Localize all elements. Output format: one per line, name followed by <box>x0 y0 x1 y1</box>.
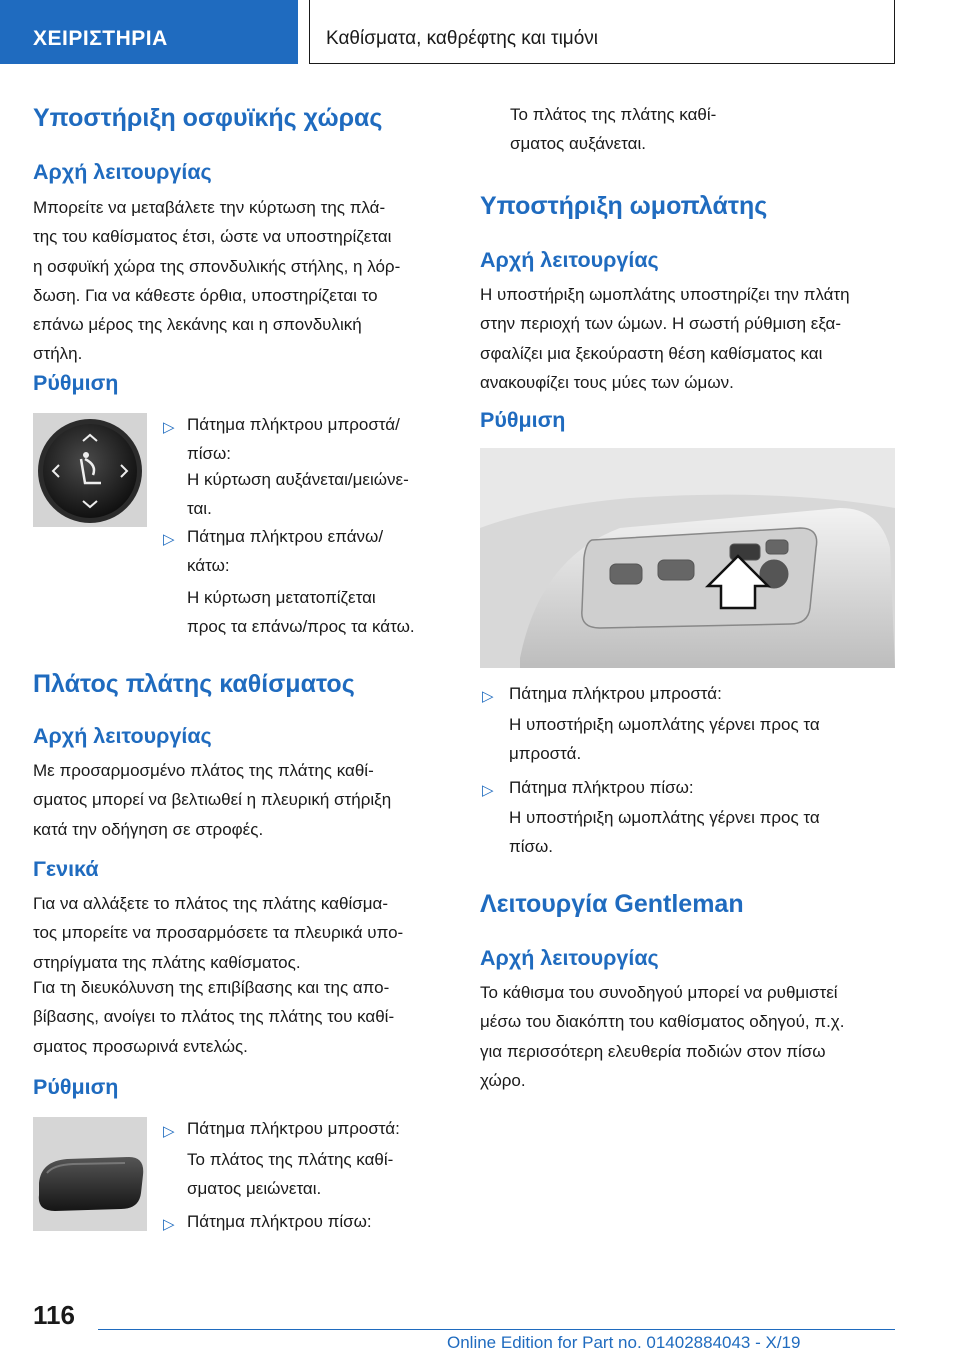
footer-edition: Online Edition for Part no. 01402884043 - X/19 <box>447 1333 801 1352</box>
lumbar-step2-action: Πάτημα πλήκτρου επάνω/ κάτω: <box>187 527 384 576</box>
shoulder-step2-action: Πάτημα πλήκτρου πίσω: <box>509 778 694 797</box>
backrest-principle-text: Με προσαρμοσμένο πλάτος της πλάτης καθί‐ σματος μπορεί να βελτιωθεί η πλευρική στήριξη κατά την οδήγηση σε στροφές. <box>33 761 392 839</box>
header-section-tab <box>0 0 298 64</box>
shoulder-title: Υποστήριξη ωμοπλάτης <box>480 192 768 220</box>
footer-divider <box>98 1329 895 1330</box>
gentleman-principle-heading: Αρχή λειτουργίας <box>480 946 659 970</box>
shoulder-principle-heading: Αρχή λειτουργίας <box>480 248 659 272</box>
shoulder-step2-result: Η υποστήριξη ωμοπλάτης γέρνει προς τα πίσω. <box>509 808 820 857</box>
lumbar-title: Υποστήριξη οσφυϊκής χώρας <box>33 104 383 132</box>
backrest-width-title: Πλάτος πλάτης καθίσματος <box>33 670 355 698</box>
backrest-adjust-heading: Ρύθμιση <box>33 1075 119 1099</box>
backrest-step2-action: Πάτημα πλήκτρου πίσω: <box>187 1212 372 1231</box>
bullet-icon: ▷ <box>163 419 175 436</box>
lumbar-switch-image <box>33 413 147 527</box>
lumbar-step1-action: Πάτημα πλήκτρου μπροστά/ πίσω: <box>187 415 400 464</box>
lumbar-adjust-heading: Ρύθμιση <box>33 371 119 395</box>
shoulder-principle-text: Η υποστήριξη ωμοπλάτης υποστηρίζει την πλάτη στην περιοχή των ώμων. Η σωστή ρύθμιση εξα‐ σφαλίζει μια ξεκούραστη θέση καθίσματος και ανακουφίζει τους μύες των ώμων. <box>480 285 850 392</box>
bullet-icon: ▷ <box>163 1216 175 1233</box>
backrest-general-heading: Γενικά <box>33 857 99 881</box>
lumbar-principle-text: Μπορείτε να μεταβάλετε την κύρτωση της πλά‐ της του καθίσματος έτσι, ώστε να υποστηρίζεται η οσφυϊκή χώρα της σπονδυλικής στήλης, η λόρ‐ δωση. Για να κάθεστε όρθια, υποστηρίζεται το επάνω μέρος της λεκάνης και η σπονδυλική στήλη. <box>33 198 401 364</box>
shoulder-step1-result: Η υποστήριξη ωμοπλάτης γέρνει προς τα μπροστά. <box>509 715 820 764</box>
bullet-icon: ▷ <box>482 782 494 799</box>
backrest-switch-image <box>33 1117 147 1231</box>
page-number: 116 <box>33 1300 75 1330</box>
bullet-icon: ▷ <box>482 688 494 705</box>
shoulder-adjust-heading: Ρύθμιση <box>480 408 566 432</box>
header-chapter-label: Καθίσματα, καθρέφτης και τιμόνι <box>326 28 599 49</box>
shoulder-step1-action: Πάτημα πλήκτρου μπροστά: <box>509 684 722 703</box>
lumbar-step1-result: Η κύρτωση αυξάνεται/μειώνε‐ ται. <box>187 470 409 519</box>
bullet-icon: ▷ <box>163 1123 175 1140</box>
backrest-step2-result: Το πλάτος της πλάτης καθί‐ σματος αυξάνεται. <box>510 105 717 154</box>
gentleman-title: Λειτουργία Gentleman <box>480 890 744 918</box>
backrest-principle-heading: Αρχή λειτουργίας <box>33 724 212 748</box>
shoulder-switch-image <box>480 448 895 668</box>
gentleman-principle-text: Το κάθισμα του συνοδηγού μπορεί να ρυθμιστεί μέσω του διακόπτη του καθίσματος οδηγού, π.χ. για περισσότερη ελευθερία ποδιών στον πίσω χώρο. <box>480 983 845 1090</box>
backrest-step1-result: Το πλάτος της πλάτης καθί‐ σματος μειώνεται. <box>187 1150 394 1199</box>
backrest-step1-action: Πάτημα πλήκτρου μπροστά: <box>187 1119 400 1138</box>
header-chapter-box <box>309 0 895 64</box>
lumbar-step2-result: Η κύρτωση μετατοπίζεται προς τα επάνω/προς τα κάτω. <box>187 588 415 637</box>
lumbar-principle-heading: Αρχή λειτουργίας <box>33 160 212 184</box>
backrest-general-text-1: Για να αλλάξετε το πλάτος της πλάτης καθίσμα‐ τος μπορείτε να προσαρμόσετε τα πλευρικά υπο‐ στηρίγματα της πλάτης καθίσματος. <box>33 894 404 972</box>
header-section-label: ΧΕΙΡΙΣΤΗΡΙΑ <box>33 27 168 50</box>
bullet-icon: ▷ <box>163 531 175 548</box>
backrest-general-text-2: Για τη διευκόλυνση της επιβίβασης και της απο‐ βίβασης, ανοίγει το πλάτος της πλάτης του καθί‐ σματος προσωρινά εντελώς. <box>33 978 395 1056</box>
